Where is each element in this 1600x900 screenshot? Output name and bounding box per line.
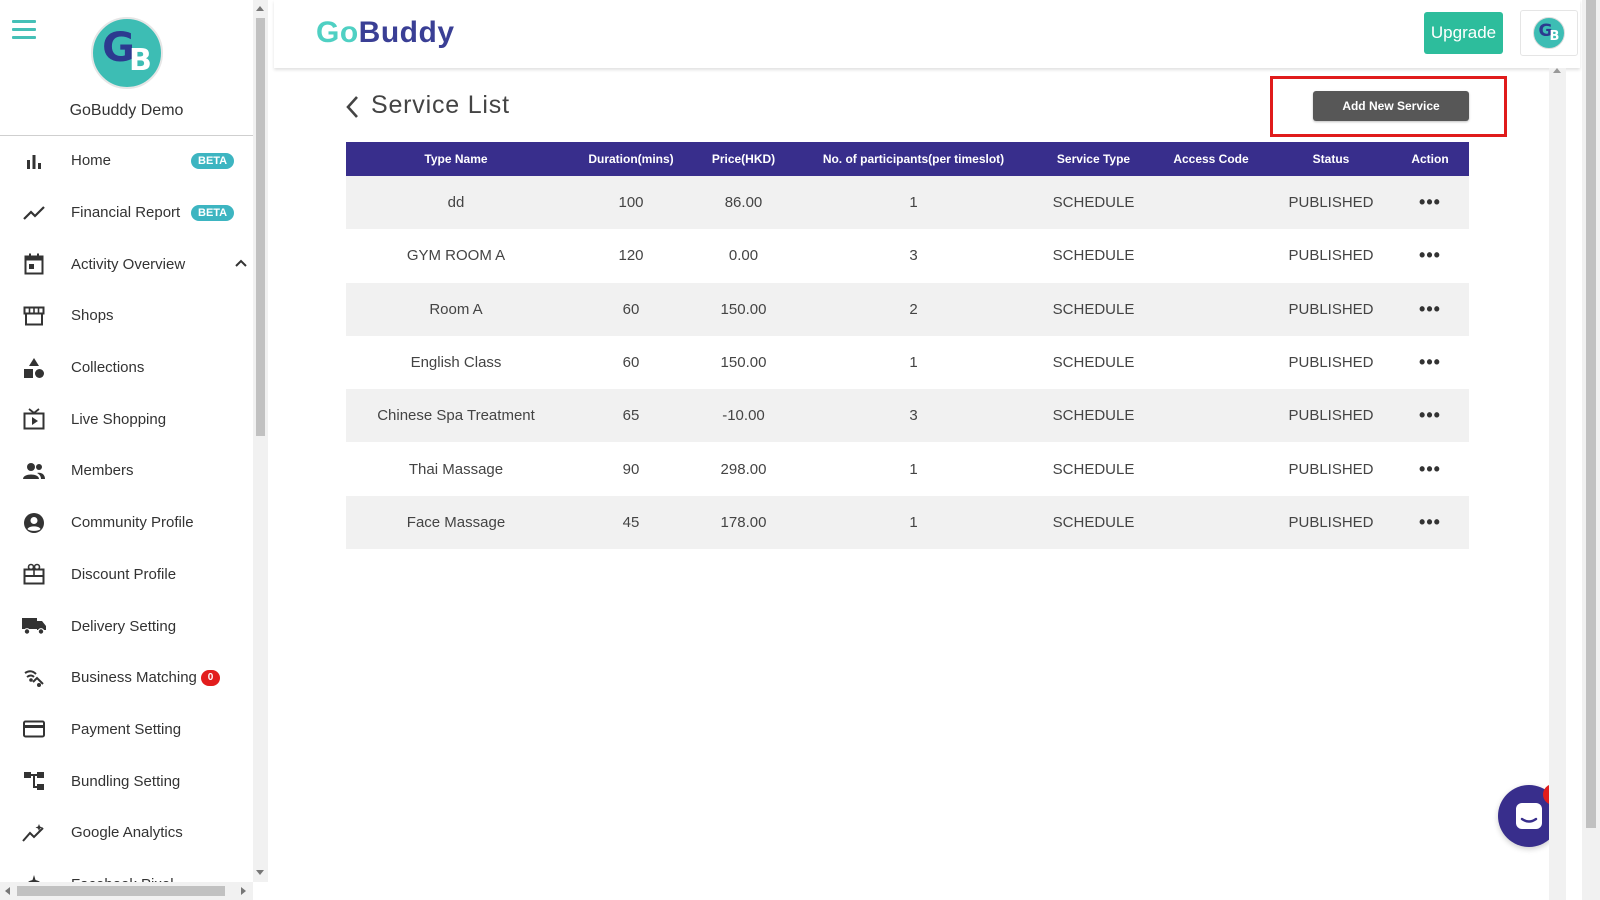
- avatar-initial-g: G: [102, 25, 135, 71]
- cell-service-type: SCHEDULE: [1052, 247, 1135, 265]
- cell-access-code: [1151, 442, 1271, 495]
- sidebar-item-collections[interactable]: [0, 342, 253, 394]
- column-header-service-type[interactable]: Service Type: [1056, 152, 1131, 166]
- sidebar-item-label: Google Analytics: [71, 824, 183, 842]
- more-actions-icon[interactable]: •••: [1419, 511, 1441, 532]
- cell-participants: 1: [909, 194, 918, 212]
- cell-duration: 100: [618, 194, 644, 212]
- top-header: [274, 0, 1580, 68]
- cell-price: 298.00: [720, 460, 767, 478]
- cell-price: 178.00: [720, 513, 767, 531]
- service-table: [346, 142, 1469, 549]
- hamburger-menu-icon[interactable]: [12, 20, 36, 40]
- scroll-down-arrow-icon[interactable]: [256, 870, 264, 875]
- avatar: [1533, 17, 1565, 49]
- cell-status: PUBLISHED: [1288, 407, 1374, 425]
- cell-duration: 60: [622, 354, 640, 372]
- sidebar-item-label: Payment Setting: [71, 720, 182, 738]
- sidebar: [0, 0, 253, 900]
- avatar[interactable]: [91, 17, 163, 89]
- cell-access-code: [1151, 176, 1271, 229]
- table-row[interactable]: [346, 389, 1469, 442]
- sparkle-chart-icon: [22, 821, 46, 845]
- sidebar-item-label: Bundling Setting: [71, 772, 181, 790]
- cell-service-type: SCHEDULE: [1052, 194, 1135, 212]
- table-row[interactable]: [346, 229, 1469, 282]
- sidebar-item-shops[interactable]: [0, 290, 253, 342]
- cell-access-code: [1151, 496, 1271, 549]
- sidebar-item-bundling-setting[interactable]: [0, 755, 253, 807]
- column-header-duration[interactable]: Duration(mins): [588, 152, 674, 166]
- logo-buddy: Buddy: [358, 16, 455, 49]
- column-header-status[interactable]: Status: [1312, 152, 1350, 166]
- scrollbar-thumb[interactable]: [256, 18, 265, 436]
- column-header-participants[interactable]: No. of participants(per timeslot): [822, 152, 1005, 166]
- column-header-type-name[interactable]: Type Name: [424, 152, 488, 166]
- table-header-row: [346, 142, 1469, 176]
- live-tv-icon: [22, 407, 46, 431]
- sidebar-item-community-profile[interactable]: [0, 497, 253, 549]
- cell-participants: 3: [909, 247, 918, 265]
- shapes-icon: [22, 356, 46, 380]
- beta-badge: BETA: [191, 205, 234, 221]
- cell-action: [1391, 442, 1469, 495]
- count-badge: 0: [201, 670, 220, 686]
- cell-type-name: Chinese Spa Treatment: [377, 407, 535, 425]
- account-avatar-button[interactable]: [1520, 10, 1578, 56]
- chat-bubble-icon: [1513, 800, 1545, 832]
- cell-participants: 1: [909, 513, 918, 531]
- cell-action: [1391, 283, 1469, 336]
- cell-status: PUBLISHED: [1288, 247, 1374, 265]
- cell-type-name: Room A: [429, 300, 483, 318]
- cell-price: -10.00: [722, 407, 765, 425]
- account-tree-icon: [22, 769, 46, 793]
- cell-action: [1391, 496, 1469, 549]
- profile-name: GoBuddy Demo: [69, 102, 184, 119]
- cell-duration: 60: [622, 300, 640, 318]
- people-icon: [22, 459, 46, 483]
- scrollbar-thumb[interactable]: [17, 886, 225, 896]
- cell-status: PUBLISHED: [1288, 460, 1374, 478]
- sidebar-item-activity-overview[interactable]: [0, 238, 253, 290]
- sidebar-item-label: Home: [71, 152, 112, 170]
- cell-service-type: SCHEDULE: [1052, 460, 1135, 478]
- cell-type-name: GYM ROOM A: [406, 247, 506, 265]
- cell-service-type: SCHEDULE: [1052, 300, 1135, 318]
- chevron-up-icon[interactable]: [234, 255, 248, 273]
- cell-access-code: [1151, 389, 1271, 442]
- bar-chart-icon: [22, 149, 46, 173]
- scroll-right-arrow-icon[interactable]: [241, 887, 246, 895]
- avatar-initial-b: B: [1549, 29, 1560, 44]
- table-row[interactable]: [346, 442, 1469, 495]
- cell-status: PUBLISHED: [1288, 513, 1374, 531]
- sidebar-item-live-shopping[interactable]: [0, 393, 253, 445]
- cell-price: 86.00: [724, 194, 763, 212]
- wifi-tethering-icon: [22, 666, 46, 690]
- sidebar-item-label: Members: [71, 462, 134, 480]
- sidebar-item-business-matching[interactable]: [0, 652, 253, 704]
- cell-participants: 3: [909, 407, 918, 425]
- cell-action: [1391, 389, 1469, 442]
- cell-type-name: Thai Massage: [408, 460, 504, 478]
- scrollbar-thumb[interactable]: [1586, 0, 1596, 828]
- scroll-up-arrow-icon[interactable]: [256, 6, 264, 11]
- cell-action: [1391, 229, 1469, 282]
- add-new-service-button[interactable]: Add New Service: [1313, 91, 1469, 121]
- cell-duration: 90: [622, 460, 640, 478]
- more-actions-icon[interactable]: •••: [1419, 245, 1441, 266]
- window-vertical-scrollbar[interactable]: [1582, 0, 1600, 900]
- account-circle-icon: [22, 511, 46, 535]
- cell-service-type: SCHEDULE: [1052, 407, 1135, 425]
- cell-access-code: [1151, 283, 1271, 336]
- cell-price: 0.00: [728, 247, 759, 265]
- table-row[interactable]: [346, 496, 1469, 549]
- avatar-initial-b: B: [128, 42, 152, 78]
- sidebar-item-members[interactable]: [0, 445, 253, 497]
- truck-icon: [22, 614, 46, 638]
- sidebar-item-discount-profile[interactable]: [0, 549, 253, 601]
- column-header-access-code[interactable]: Access Code: [1173, 152, 1249, 166]
- storefront-icon: [22, 304, 46, 328]
- sidebar-profile: [0, 0, 253, 136]
- avatar-initial-g: G: [1538, 20, 1553, 41]
- column-header-action: Action: [1411, 152, 1449, 166]
- more-actions-icon[interactable]: •••: [1419, 352, 1441, 373]
- gift-card-icon: [22, 562, 46, 586]
- sidebar-horizontal-scrollbar[interactable]: [0, 882, 253, 900]
- sidebar-item-label: Delivery Setting: [71, 617, 177, 635]
- cell-status: PUBLISHED: [1288, 354, 1374, 372]
- cell-participants: 1: [909, 460, 918, 478]
- cell-action: [1391, 336, 1469, 389]
- more-actions-icon[interactable]: •••: [1419, 405, 1441, 426]
- sidebar-item-delivery-setting[interactable]: [0, 600, 253, 652]
- more-actions-icon[interactable]: •••: [1419, 458, 1441, 479]
- sidebar-nav: [0, 135, 253, 900]
- sidebar-item-google-analytics[interactable]: [0, 807, 253, 859]
- cell-action: [1391, 176, 1469, 229]
- cell-duration: 65: [622, 407, 640, 425]
- cell-participants: 2: [909, 300, 918, 318]
- cell-participants: 1: [909, 354, 918, 372]
- sidebar-item-label: Business Matching: [71, 669, 197, 687]
- sidebar-item-label: Financial Report: [71, 204, 181, 222]
- sidebar-item-home[interactable]: [0, 135, 253, 187]
- calendar-icon: [22, 252, 46, 276]
- table-row[interactable]: [346, 336, 1469, 389]
- sidebar-item-label: Collections: [71, 359, 145, 377]
- sidebar-item-label: Shops: [71, 307, 114, 325]
- cell-status: PUBLISHED: [1288, 194, 1374, 212]
- back-arrow-icon[interactable]: [345, 94, 361, 120]
- cell-type-name: English Class: [410, 354, 502, 372]
- credit-card-icon: [22, 717, 46, 741]
- scroll-up-arrow-icon[interactable]: [1553, 68, 1561, 73]
- sidebar-item-label: Discount Profile: [71, 565, 177, 583]
- page-title: Service List: [371, 91, 510, 119]
- cell-status: PUBLISHED: [1288, 300, 1374, 318]
- cell-duration: 45: [622, 513, 640, 531]
- cell-duration: 120: [618, 247, 644, 265]
- sidebar-item-label: Community Profile: [71, 514, 194, 532]
- cell-type-name: dd: [447, 194, 465, 212]
- cell-service-type: SCHEDULE: [1052, 354, 1135, 372]
- scroll-left-arrow-icon[interactable]: [5, 887, 10, 895]
- sidebar-item-financial-report[interactable]: [0, 187, 253, 239]
- table-row[interactable]: [346, 176, 1469, 229]
- sidebar-vertical-scrollbar[interactable]: [253, 0, 268, 882]
- more-actions-icon[interactable]: •••: [1419, 298, 1441, 319]
- trend-line-icon: [22, 201, 46, 225]
- gobuddy-logo[interactable]: [316, 16, 455, 50]
- upgrade-button[interactable]: Upgrade: [1424, 12, 1503, 54]
- sidebar-item-label: Live Shopping: [71, 410, 167, 428]
- cell-service-type: SCHEDULE: [1052, 513, 1135, 531]
- cell-access-code: [1151, 336, 1271, 389]
- content-vertical-scrollbar[interactable]: [1549, 68, 1566, 900]
- column-header-price[interactable]: Price(HKD): [711, 152, 776, 166]
- logo-go: Go: [316, 16, 359, 49]
- sidebar-item-label: Activity Overview: [71, 255, 186, 273]
- cell-access-code: [1151, 229, 1271, 282]
- more-actions-icon[interactable]: •••: [1419, 192, 1441, 213]
- sidebar-item-payment-setting[interactable]: [0, 704, 253, 756]
- cell-price: 150.00: [720, 354, 767, 372]
- beta-badge: BETA: [191, 153, 234, 169]
- cell-price: 150.00: [720, 300, 767, 318]
- cell-type-name: Face Massage: [406, 513, 506, 531]
- table-row[interactable]: [346, 283, 1469, 336]
